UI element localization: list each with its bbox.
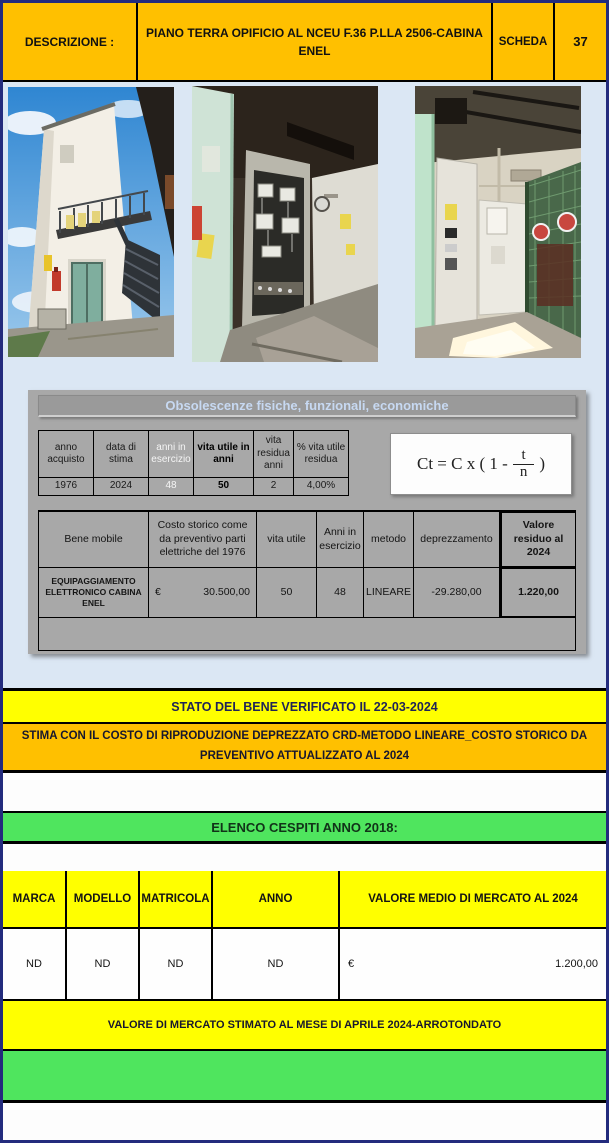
photo-strip [3,82,606,387]
stima-method-banner: STIMA CON IL COSTO DI RIPRODUZIONE DEPREZZATO CRD-METODO LINEARE_COSTO STORICO DA PREVENTIVO ATTUALIZZATO AL 2024 [3,724,606,773]
formula-rhs: ) [539,454,545,473]
formula-denominator: n [513,464,535,481]
dep-header: deprezzamento [413,511,499,567]
life-table-value: 1976 [39,477,93,495]
green-empty-row [3,1051,606,1103]
obsolescence-title: Obsolescenze fisiche, funzionali, economiche [38,395,576,417]
formula-fraction [513,448,535,481]
life-table-header: anni in esercizio [148,431,193,477]
market-value: 1.200,00 [555,958,598,970]
life-table-header: vita residua anni [253,431,293,477]
currency-symbol: € [348,958,355,970]
spacer-row [3,844,606,871]
life-table-value: 48 [148,477,193,495]
market-table-header [3,871,606,929]
dep-header: Costo storico come da preventivo parti elettriche del 1976 [148,511,256,567]
currency-symbol: € [155,585,161,598]
life-table-value: 2024 [93,477,148,495]
market-value-cell [338,929,606,1001]
stato-bene-banner: STATO DEL BENE VERIFICATO IL 22-03-2024 [3,691,606,724]
market-marca-value: ND [3,929,65,1001]
market-header-modello: MODELLO [65,871,138,929]
dep-historic-cost [148,567,256,617]
dep-years-in-service: 48 [316,567,363,617]
life-table-value: 4,00% [293,477,348,495]
dep-asset-name: EQUIPAGGIAMENTO ELETTRONICO CABINA ENEL [39,567,148,617]
obsolescence-zone [3,387,606,688]
dep-header-valore: Valore residuo al 2024 [499,511,576,567]
description-value: PIANO TERRA OPIFICIO AL NCEU F.36 P.LLA 2506-CABINA ENEL [136,3,491,80]
market-table-row [3,929,606,1001]
scheda-number: 37 [553,3,606,80]
dep-header: Anni in esercizio [316,511,363,567]
dep-method: LINEARE [363,567,413,617]
life-table-header: % vita utile residua [293,431,348,477]
dep-empty-row [39,617,576,650]
depreciation-table [38,510,576,651]
dep-residual-value: 1.220,00 [499,567,576,617]
dep-header: vita utile [256,511,316,567]
header-row [3,3,606,82]
formula-lhs: Ct = C x ( 1 - [417,454,508,473]
life-table-header: data di stima [93,431,148,477]
dep-header: Bene mobile [39,511,148,567]
dep-header: metodo [363,511,413,567]
description-label: DESCRIZIONE : [24,34,115,49]
life-table-header: vita utile in anni [193,431,253,477]
life-table-value: 50 [193,477,253,495]
market-anno-value: ND [211,929,338,1001]
scheda-label: SCHEDA [491,3,553,80]
dep-useful-life: 50 [256,567,316,617]
photo-cabin-interior-panel [192,86,378,362]
dep-depreciation: -29.280,00 [413,567,499,617]
spacer-row [3,773,606,811]
life-table [38,430,349,496]
market-header-matricola: MATRICOLA [138,871,211,929]
photo-cabin-interior-cage [415,86,581,358]
life-table-value: 2 [253,477,293,495]
market-matricola-value: ND [138,929,211,1001]
market-header-anno: ANNO [211,871,338,929]
photo-cabin-exterior [8,87,174,357]
formula-numerator: t [521,446,526,463]
elenco-cespiti-banner: ELENCO CESPITI ANNO 2018: [3,811,606,844]
white-empty-row [3,1103,606,1142]
historic-cost-value: 30.500,00 [203,585,250,598]
depreciation-formula [390,433,572,495]
life-table-header: anno acquisto [47,441,85,465]
market-header-valore: VALORE MEDIO DI MERCATO AL 2024 [338,871,606,929]
valore-mercato-banner: VALORE DI MERCATO STIMATO AL MESE DI APRILE 2024-ARROTONDATO [3,1001,606,1051]
obsolescence-panel [28,390,586,654]
market-header-marca: MARCA [3,871,65,929]
market-modello-value: ND [65,929,138,1001]
